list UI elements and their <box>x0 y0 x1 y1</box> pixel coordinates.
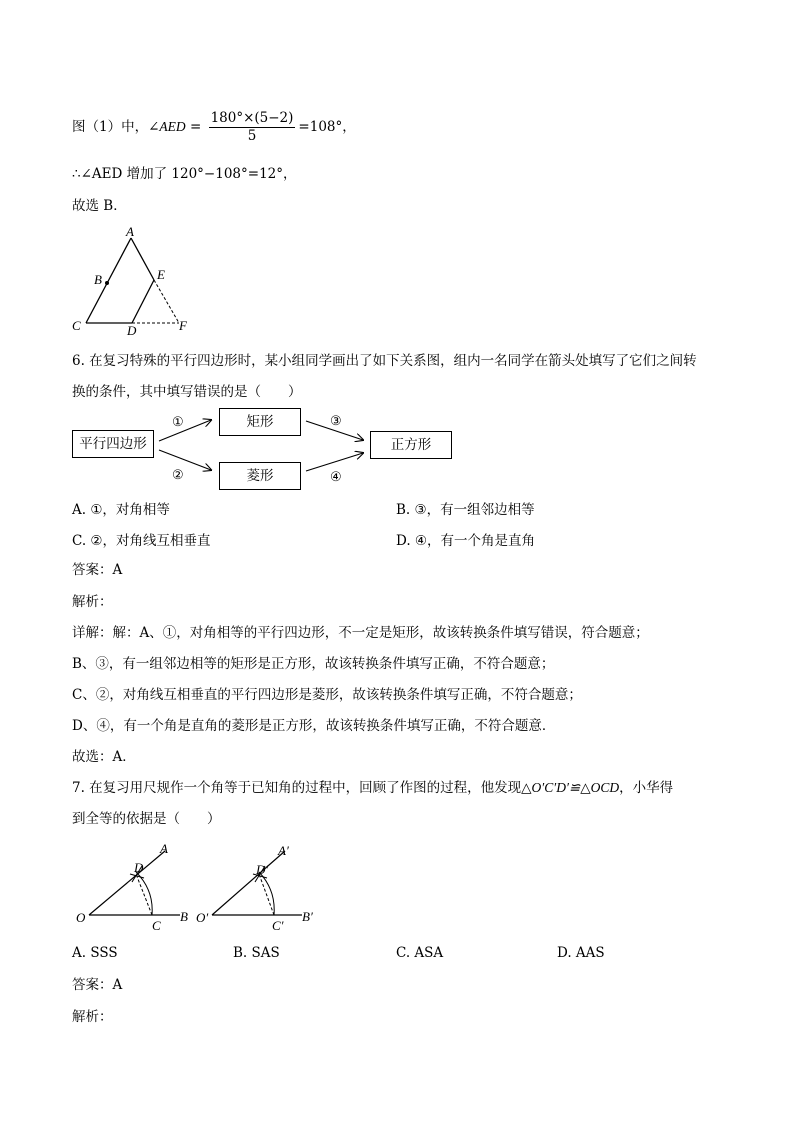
q5-label-e: E <box>157 267 165 282</box>
q5-fraction-numerator: 180°×(5−2) <box>210 110 294 126</box>
q7-stem-suffix: ，小华得 <box>619 780 674 796</box>
q7-label-d: D <box>134 860 144 875</box>
q7-label-o: O <box>76 910 86 925</box>
q5-fraction-denominator: 5 <box>247 128 257 144</box>
q6-stem-line2: 换的条件，其中填写错误的是（ ） <box>72 384 302 400</box>
q6-detail-2: B、③，有一组邻边相等的矩形是正方形，故该转换条件填写正确，不符合题意； <box>72 656 555 672</box>
q5-label-c: C <box>72 318 81 333</box>
q6-detail-3: C、②，对角线互相垂直的平行四边形是菱形，故该转换条件填写正确，不符合题意； <box>72 687 582 703</box>
q7-stem-prefix: 7. 在复习用尺规作一个角等于已知角的过程中，回顾了作图的过程，他发现 <box>72 780 522 796</box>
q5-label-d: D <box>127 323 137 337</box>
q6-option-d[interactable]: D. ④，有一个角是直角 <box>396 533 536 549</box>
q5-angle-formula: 图（1）中，∠AED = $\frac{180^\circ\times(5-2)}{5}$ =108°， <box>72 110 356 144</box>
q5-formula-angle: ∠AED <box>148 119 186 134</box>
q5-increase-line: ∴∠AED 增加了 120°−108°=12°， <box>72 166 297 182</box>
q6-arrow-label-1: ① <box>172 414 184 429</box>
q6-option-b[interactable]: B. ③，有一组邻边相等 <box>396 502 535 518</box>
q7-label-c: C <box>152 918 161 933</box>
q7-label-a-prime: A′ <box>278 843 289 858</box>
q7-option-d[interactable]: D. AAS <box>557 945 605 961</box>
q7-label-a: A <box>160 841 168 856</box>
q5-formula-result: =108°， <box>298 119 356 135</box>
q7-label-b-prime: B′ <box>302 909 313 924</box>
q5-parallelogram-figure <box>66 222 206 337</box>
q7-stem-line2: 到全等的依据是（ ） <box>72 811 221 827</box>
q7-option-b[interactable]: B. SAS <box>233 945 280 961</box>
q5-label-b: B <box>94 272 102 287</box>
q6-box-rhombus: 菱形 <box>219 462 301 490</box>
q5-formula-prefix: 图（1）中， <box>72 119 149 135</box>
q6-arrow-label-3: ③ <box>330 413 342 428</box>
q6-conclusion: 故选：A． <box>72 749 136 765</box>
q6-detail-4: D、④，有一个角是直角的菱形是正方形，故该转换条件填写正确，不符合题意． <box>72 718 556 734</box>
q6-arrows <box>0 395 794 495</box>
q7-label-o-prime: O′ <box>196 910 209 925</box>
q5-label-f: F <box>179 318 187 333</box>
q6-stem-line1: 6. 在复习特殊的平行四边形时，某小组同学画出了如下关系图，组内一名同学在箭头处填写了它们之间转 <box>72 353 697 369</box>
q7-answer: 答案：A <box>72 977 123 993</box>
q7-stem-line1 <box>72 779 673 797</box>
q7-construction-figure <box>72 838 332 938</box>
q6-box-square: 正方形 <box>370 431 452 459</box>
q6-box-parallelogram: 平行四边形 <box>72 430 154 458</box>
q6-box-rectangle: 矩形 <box>219 408 301 436</box>
q7-label-b: B <box>180 909 188 924</box>
q5-label-a: A <box>126 224 134 239</box>
q6-arrow-label-2: ② <box>172 467 184 482</box>
q7-label-c-prime: C′ <box>272 918 284 933</box>
q5-choice-line: 故选 B． <box>72 198 127 214</box>
q6-analysis-label: 解析： <box>72 594 113 610</box>
q7-option-a[interactable]: A. SSS <box>72 945 118 961</box>
q7-option-c[interactable]: C. ASA <box>396 945 444 961</box>
q6-detail-1: 详解：解：A、①，对角相等的平行四边形，不一定是矩形，故该转换条件填写错误，符合题意； <box>72 625 649 641</box>
q5-fraction <box>209 110 296 145</box>
q6-arrow-label-4: ④ <box>330 469 342 484</box>
q6-answer: 答案：A <box>72 562 123 578</box>
q7-analysis-label: 解析： <box>72 1009 113 1025</box>
q6-option-a[interactable]: A. ①，对角相等 <box>72 502 170 518</box>
q7-label-d-prime: D′ <box>256 862 269 877</box>
q7-congruence-statement: △O′C′D′≌△OCD <box>521 780 620 795</box>
q6-option-c[interactable]: C. ②，对角线互相垂直 <box>72 533 211 549</box>
